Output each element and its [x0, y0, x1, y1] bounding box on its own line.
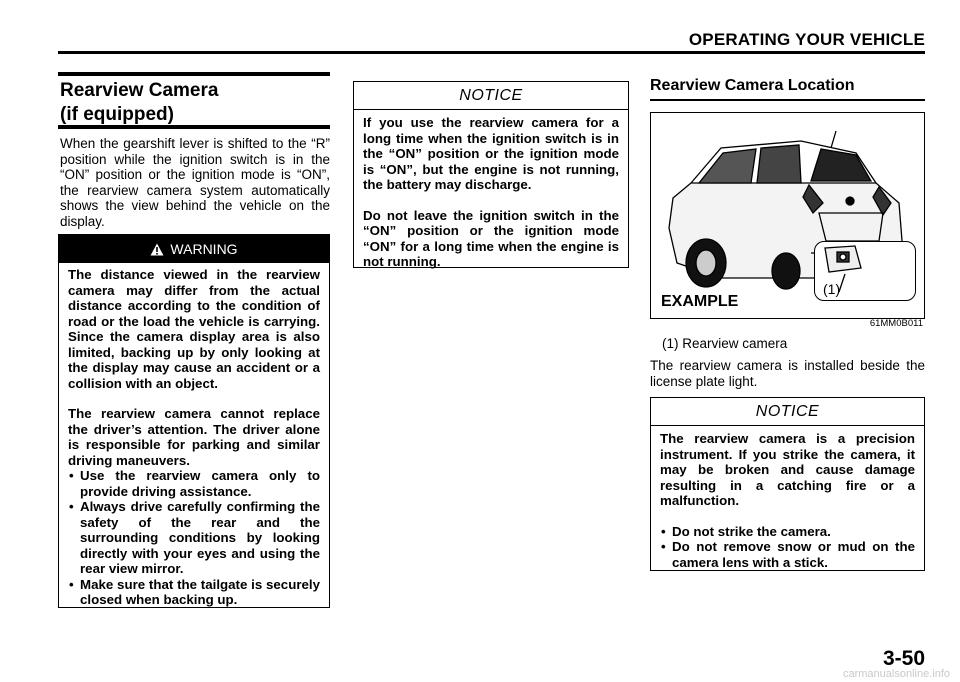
notice-bullet: • Do not strike the camera.	[660, 524, 915, 540]
notice-paragraph-1: The rearview camera is a precision instrument. If you strike the camera, it may be broken and cause damage resulting in a catching fire or a malfunction.	[660, 431, 915, 508]
figure-caption: (1) Rearview camera	[662, 336, 788, 351]
page-header-title: OPERATING YOUR VEHICLE	[688, 30, 925, 49]
warning-paragraph-1: The distance viewed in the rearview camera may differ from the actual distance according to the condition of road or the load the vehicle is carrying. Since the camera display area is also limited, backing up by only looking at the display may cause an accident or a collision with an object.	[68, 267, 320, 391]
warning-header	[59, 235, 329, 263]
location-title: Rearview Camera Location	[650, 77, 855, 94]
intro-paragraph: When the gearshift lever is shifted to the “R” position while the ignition switch is in the “ON” position or the ignition mode is “ON”, the rearview camera system automatically shows the view behind the vehicle on the display.	[60, 136, 330, 229]
notice-header	[651, 398, 924, 426]
warning-triangle-icon	[150, 243, 164, 256]
notice-header	[354, 82, 628, 110]
rearview-camera-figure	[650, 112, 925, 319]
notice-bullet-list	[660, 524, 915, 571]
warning-box	[58, 234, 330, 608]
notice-bullet: • Do not remove snow or mud on the camera lens with a stick.	[660, 539, 915, 570]
warning-label: WARNING	[170, 241, 238, 257]
warning-paragraph-2: The rearview camera cannot replace the driver’s attention. The driver alone is responsible for parking and similar driving maneuvers.	[68, 406, 320, 468]
location-rule	[650, 99, 925, 101]
callout-number: (1)	[823, 281, 841, 297]
warning-bullet: • Always drive carefully confirming the safety of the rear and the surrounding conditions by looking directly with your eyes and using the rear view mirror.	[68, 499, 320, 577]
warning-body	[68, 267, 320, 608]
example-label: EXAMPLE	[661, 293, 739, 310]
section-bottom-rule	[58, 125, 330, 129]
figure-code: 61MM0B011	[869, 318, 923, 329]
notice-label: NOTICE	[755, 402, 820, 420]
watermark: carmanualsonline.info	[842, 668, 950, 680]
section-top-rule	[58, 72, 330, 76]
header-rule	[58, 51, 925, 54]
warning-bullet-list	[68, 468, 320, 608]
warning-bullet: • Make sure that the tailgate is securely closed when backing up.	[68, 577, 320, 608]
notice-body	[363, 115, 619, 270]
warning-bullet: • Use the rearview camera only to provide driving assistance.	[68, 468, 320, 499]
section-title	[60, 79, 330, 127]
notice-paragraph-2: Do not leave the ignition switch in the “ON” position or the ignition mode “ON” for a long time when the engine is not running.	[363, 207, 619, 269]
notice-box-battery	[353, 81, 629, 268]
notice-box-camera	[650, 397, 925, 571]
notice-paragraph-1: If you use the rearview camera for a long time when the ignition switch is in the “ON” position or the ignition mode is “ON”, but the engine is not running, the battery may discharge.	[363, 115, 619, 192]
section-title-line2: (if equipped)	[60, 104, 174, 125]
location-paragraph: The rearview camera is installed beside the license plate light.	[650, 358, 925, 389]
notice-body	[660, 431, 915, 570]
section-title-line1: Rearview Camera	[60, 80, 219, 101]
notice-label: NOTICE	[459, 86, 523, 104]
page-number: 3-50	[882, 647, 925, 670]
